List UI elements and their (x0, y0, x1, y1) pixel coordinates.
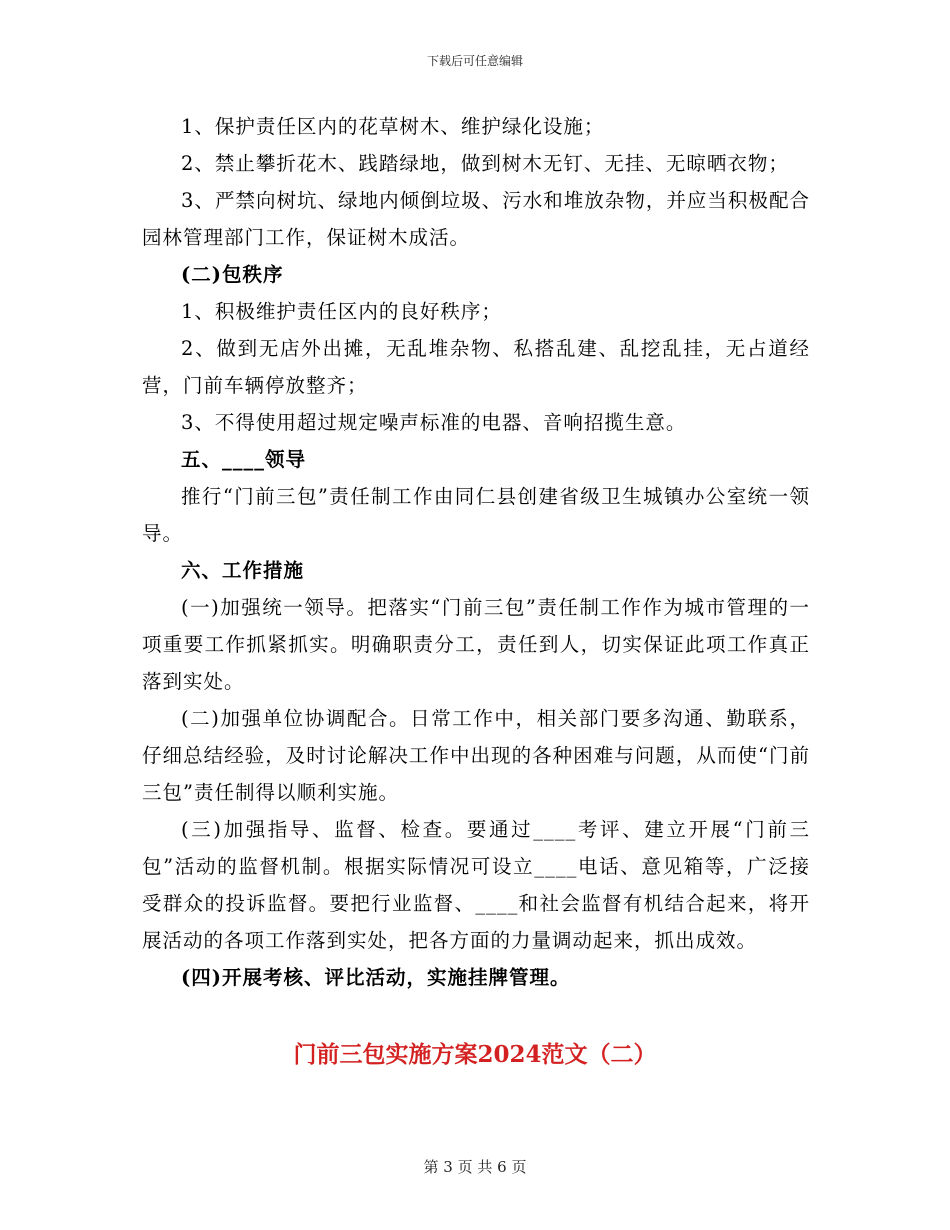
paragraph-9: (二)加强单位协调配合。日常工作中，相关部门要多沟通、勤联系，仔细总结经验，及时讨论解决工作中出现的各种困难与问题，从而使“门前三包”责任制得以顺利实施。 (142, 707, 810, 804)
paragraph-4: 1、积极维护责任区内的良好秩序； (181, 300, 502, 323)
paragraph-6: 3、不得使用超过规定噪声标准的电器、音响招揽生意。 (181, 411, 687, 434)
document-subtitle: 门前三包实施方案2024范文（二） (293, 1041, 657, 1068)
section-heading-order: (二)包秩序 (181, 263, 284, 286)
paragraph-3: 3、严禁向树坑、绿地内倾倒垃圾、污水和堆放杂物，并应当积极配合园林管理部门工作，保证树木成活。 (142, 189, 810, 249)
paragraph-2: 2、禁止攀折花木、践踏绿地，做到树木无钉、无挂、无晾晒衣物； (181, 152, 789, 175)
paragraph-8: (一)加强统一领导。把落实“门前三包”责任制工作作为城市管理的一项重要工作抓紧抓实。明确职责分工，责任到人，切实保证此项工作真正落到实处。 (142, 596, 810, 693)
paragraph-10: (三)加强指导、监督、检查。要通过____考评、建立开展“门前三包”活动的监督机制。根据实际情况可设立____电话、意见箱等，广泛接受群众的投诉监督。要把行业监督、____和社会监督有机结合起来，将开展活动的各项工作落到实处，把各方面的力量调动起来，抓出成效。 (142, 818, 810, 952)
paragraph-1: 1、保护责任区内的花草树木、维护绿化设施； (181, 115, 605, 138)
section-heading-leadership: 五、____领导 (181, 448, 307, 471)
paragraph-7: 推行“门前三包”责任制工作由同仁县创建省级卫生城镇办公室统一领导。 (142, 485, 810, 545)
paragraph-5: 2、做到无店外出摊，无乱堆杂物、私搭乱建、乱挖乱挂，无占道经营，门前车辆停放整齐； (142, 337, 810, 397)
page-number: 第 3 页 共 6 页 (423, 1158, 527, 1176)
page-header: 下载后可任意编辑 (426, 54, 523, 68)
document-body (142, 108, 810, 996)
section-heading-assessment: (四)开展考核、评比活动，实施挂牌管理。 (181, 966, 571, 989)
section-heading-measures: 六、工作措施 (181, 559, 305, 582)
